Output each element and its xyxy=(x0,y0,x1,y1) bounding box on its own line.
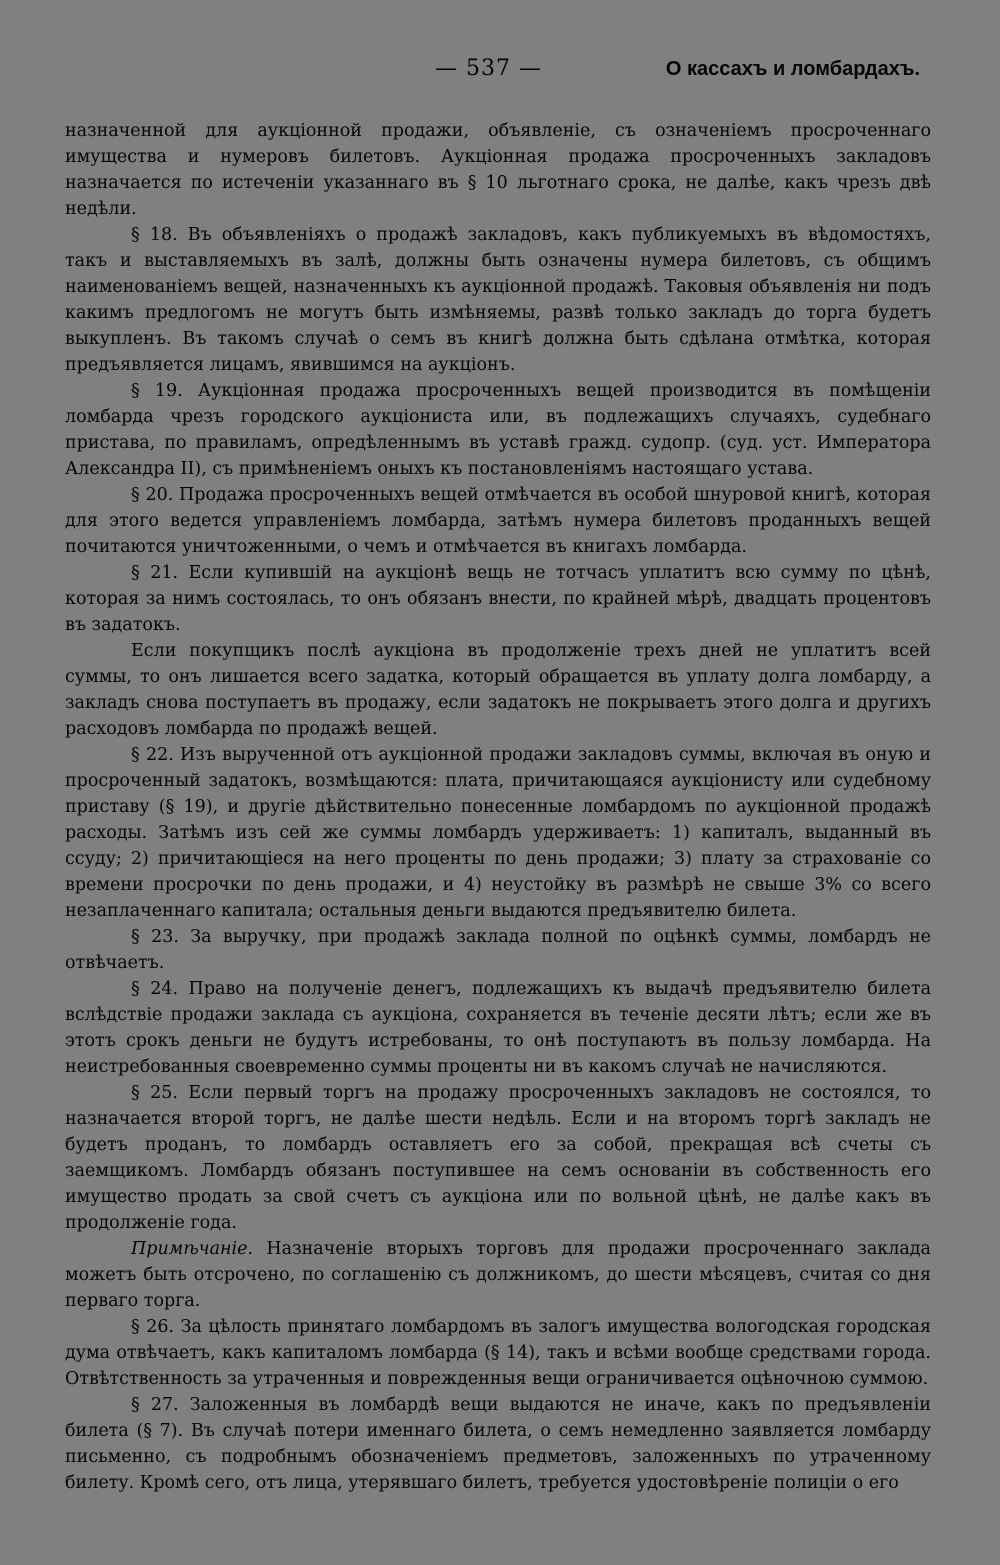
paragraph-section-24: § 24. Право на полученіе денегъ, подлежащихъ къ выдачѣ предъявителю билета вслѣдствіе продажи заклада съ аукціона, сохраняется въ теченіе десяти лѣтъ; если же въ этотъ срокъ деньги не будутъ истребованы, то онѣ поступаютъ въ пользу ломбарда. На неистребованныя своевременно суммы проценты ни въ какомъ случаѣ не начисляются. xyxy=(65,979,931,1077)
paragraph-section-21: § 21. Если купившій на аукціонѣ вещь не тотчасъ уплатитъ всю сумму по цѣнѣ, которая за нимъ состоялась, то онъ обязанъ внести, по крайней мѣрѣ, двадцать процентовъ въ задатокъ. xyxy=(65,563,931,635)
paragraph-section-20: § 20. Продажа просроченныхъ вещей отмѣчается въ особой шнуровой книгѣ, которая для этого ведется управленіемъ ломбарда, затѣмъ нумера билетовъ проданныхъ вещей почитаются уничтоженными, о чемъ и отмѣчается въ книгахъ ломбарда. xyxy=(65,485,931,557)
page-header xyxy=(65,56,931,92)
paragraph-section-23: § 23. За выручку, при продажѣ заклада полной по оцѣнкѣ суммы, ломбардъ не отвѣчаетъ. xyxy=(65,927,931,973)
paragraph: назначенной для аукціонной продажи, объявленіе, съ означеніемъ просроченнаго имущества и нумеровъ билетовъ. Аукціонная продажа просроченныхъ закладовъ назначается по истеченіи указаннаго въ § 10 льготнаго срока, не далѣе, какъ чрезъ двѣ недѣли. xyxy=(65,121,931,219)
paragraph-section-27: § 27. Заложенныя въ ломбардѣ вещи выдаются не иначе, какъ по предъявленіи билета (§ 7). Въ случаѣ потери именнаго билета, о семъ немедленно заявляется ломбарду письменно, съ подробнымъ обозначеніемъ предметовъ, заложенныхъ по утраченному билету. Кромѣ сего, отъ лица, утерявшаго билетъ, требуется удостовѣреніе полиціи о его xyxy=(65,1395,931,1493)
note-text: Назначеніе вторыхъ торговъ для продажи просроченнаго заклада можетъ быть отсрочено, по соглашенію съ должникомъ, до шести мѣсяцевъ, считая со дня перваго торга. xyxy=(65,1239,931,1311)
document-page xyxy=(65,56,931,1496)
note-paragraph xyxy=(65,1236,931,1314)
paragraph-section-26: § 26. За цѣлость принятаго ломбардомъ въ залогъ имущества вологодская городская дума отвѣчаетъ, какъ капиталомъ ломбарда (§ 14), такъ и всѣми вообще средствами города. Отвѣтственность за утраченныя и поврежденныя вещи ограничивается оцѣночною суммою. xyxy=(65,1317,931,1389)
paragraph-section-19: § 19. Аукціонная продажа просроченныхъ вещей производится въ помѣщеніи ломбарда чрезъ городского аукціониста или, въ подлежащихъ случаяхъ, судебнаго пристава, по правиламъ, опредѣленнымъ въ уставѣ гражд. судопр. (суд. уст. Императора Александра II), съ примѣненіемъ оныхъ къ постановленіямъ настоящаго устава. xyxy=(65,381,931,479)
body-text xyxy=(65,118,931,1496)
note-label: Примѣчаніе. xyxy=(131,1239,254,1259)
paragraph-section-22: § 22. Изъ вырученной отъ аукціонной продажи закладовъ суммы, включая въ оную и просроченный задатокъ, возмѣщаются: плата, причитающаяся аукціонисту или судебному приставу (§ 19), и другіе дѣйствительно понесенные ломбардомъ по аукціонной продажѣ расходы. Затѣмъ изъ сей же суммы ломбардъ удерживаетъ: 1) капиталъ, выданный въ ссуду; 2) причитающіеся на него проценты по день продажи; 3) плату за страхованіе со времени просрочки по день продажи, и 4) неустойку въ размѣрѣ не свыше 3% со всего незаплаченнаго капитала; остальныя деньги выдаются предъявителю билета. xyxy=(65,745,931,921)
paragraph: Если покупщикъ послѣ аукціона въ продолженіе трехъ дней не уплатитъ всей суммы, то онъ лишается всего задатка, который обращается въ уплату долга ломбарду, а закладъ снова поступаетъ въ продажу, если задатокъ не покрываетъ этого долга и другихъ расходовъ ломбарда по продажѣ вещей. xyxy=(65,641,931,739)
page-number: — 537 — xyxy=(435,56,542,81)
running-head: О кассахъ и ломбардахъ. xyxy=(665,58,920,80)
paragraph-section-18: § 18. Въ объявленіяхъ о продажѣ закладовъ, какъ публикуемыхъ въ вѣдомостяхъ, такъ и выставляемыхъ въ залѣ, должны быть означены нумера билетовъ, съ общимъ наименованіемъ вещей, назначенныхъ къ аукціонной продажѣ. Таковыя объявленія ни подъ какимъ предлогомъ не могутъ быть измѣняемы, развѣ только закладъ до торга будетъ выкупленъ. Въ такомъ случаѣ о семъ въ книгѣ должна быть сдѣлана отмѣтка, которая предъявляется лицамъ, явившимся на аукціонъ. xyxy=(65,225,931,375)
paragraph-section-25: § 25. Если первый торгъ на продажу просроченныхъ закладовъ не состоялся, то назначается второй торгъ, не далѣе шести недѣль. Если и на второмъ торгѣ закладъ не будетъ проданъ, то ломбардъ оставляетъ его за собой, прекращая всѣ счеты съ заемщикомъ. Ломбардъ обязанъ поступившее на семъ основаніи въ собственность его имущество продать за свой счетъ съ аукціона или по вольной цѣнѣ, не далѣе какъ въ продолженіе года. xyxy=(65,1083,931,1233)
